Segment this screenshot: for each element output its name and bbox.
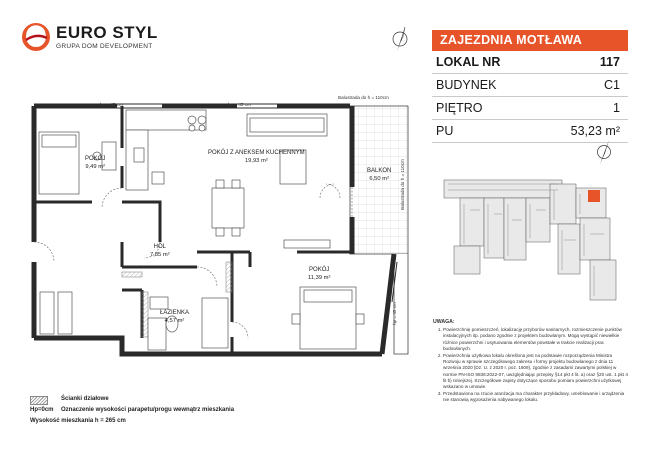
room-area: 7,85 m² — [150, 251, 170, 258]
room-label-bedroom-1 — [85, 156, 105, 171]
room-name: ŁAZIENKA — [160, 310, 190, 316]
room-label-balcony — [367, 168, 391, 183]
building-value: C1 — [604, 78, 620, 92]
unit-number-label: LOKAL NR — [436, 55, 501, 69]
unit-number-value: 117 — [599, 55, 620, 69]
project-title: ZAJEZDNIA MOTŁAWA — [432, 30, 628, 51]
room-label-bathroom — [160, 310, 189, 325]
hatch-swatch-icon — [30, 396, 48, 405]
north-arrow-icon — [389, 24, 411, 54]
building-label: BUDYNEK — [436, 78, 497, 92]
usable-area-label: PU — [436, 124, 454, 138]
room-name: POKÓJ Z ANEKSEM KUCHENNYM — [208, 150, 305, 156]
room-area: 4,57 m² — [164, 317, 185, 324]
room-area: 9,49 m² — [85, 163, 105, 170]
room-name: POKÓJ — [85, 156, 106, 162]
floor-value: 1 — [613, 101, 620, 115]
brand-tagline: GRUPA DOM DEVELOPMENT — [56, 43, 153, 50]
window-sill-2: hp = 45 cm — [228, 102, 251, 107]
room-label-bedroom-2 — [308, 267, 330, 282]
brand-logo — [22, 23, 162, 57]
legend-hp-label: Hp=0cm — [30, 407, 54, 413]
room-area: 6,50 m² — [369, 175, 389, 182]
building-key-plan — [440, 170, 630, 310]
floor-label: PIĘTRO — [436, 101, 483, 115]
floor-plan — [22, 92, 422, 362]
window-sill-1: hp = 45 cm — [100, 102, 123, 107]
euro-styl-logo-icon — [22, 23, 50, 51]
window-sill-3: hp = 45 cm — [392, 302, 397, 325]
room-area: 11,39 m² — [308, 274, 331, 281]
room-area: 19,93 m² — [244, 157, 268, 164]
note-item: 1. Powierzchnię pomieszczeń, lokalizację przyborów sanitarnych, rozmieszczenie punktów instalacyjnych itp. podano zgodnie z projektem budowlanym. Mogą wystąpić niewielkie różnice powierzchni i usytuowania elementów powstałe w trakcie realizacji prac budowlanych. — [443, 327, 628, 352]
room-label-living-kitchen — [208, 150, 305, 165]
brand-name: EURO STYL — [56, 23, 158, 42]
notes-section — [433, 319, 628, 405]
usable-area-value: 53,23 m² — [570, 124, 620, 138]
floor-row — [432, 97, 628, 120]
building-row — [432, 74, 628, 97]
unit-info-panel — [432, 30, 628, 143]
notes-title: UWAGA: — [433, 319, 455, 325]
room-label-hall — [150, 244, 170, 259]
north-arrow-small-icon — [593, 138, 615, 166]
unit-highlight-marker — [588, 190, 600, 202]
legend-hp-text: Oznaczenie wysokości parapetu/progu wewnątrz mieszkania — [61, 407, 235, 413]
legend-walls-text: Ścianki działowe — [61, 396, 109, 402]
note-item: 3. Przedstawiona na rzucie aranżacja ma charakter przykładowy, umeblowanie i urządzenia nie stanowią wyposażenia nabywanego lokalu. — [443, 391, 628, 403]
room-name: BALKON — [367, 168, 392, 174]
note-item: 2. Powierzchnia użytkowa lokalu określona jest na podstawie rozporządzenia Ministra Rozwoju w sprawie szczegółowego zakresu i formy projektu budowlanego z dnia 11 września 2020 (Dz. U. z 2020 r. poz. 1609), zgodnie z zasadami zawartymi polskiej w normie PN-ISO 9836:2022-07, uwzględniając przepisy §14 pkt 4 lit. a) oraz §20 ust. 1 pkt 4 lit b) niniejszej. Szczegółowe zapisy dotyczące sposobu pomiaru powierzchni użytkowej wskazano w umowie. — [443, 353, 628, 390]
unit-number-row — [432, 51, 628, 74]
legend-height-text: Wysokość mieszkania h = 265 cm — [30, 418, 126, 424]
notes-list — [433, 327, 628, 403]
room-name: HOL — [153, 244, 166, 250]
room-name: POKÓJ — [309, 267, 330, 273]
balustrade-top-label: Balustrada do h = 110cm — [338, 95, 389, 100]
balustrade-side-label: Balustrada do h = 110cm — [400, 159, 405, 210]
